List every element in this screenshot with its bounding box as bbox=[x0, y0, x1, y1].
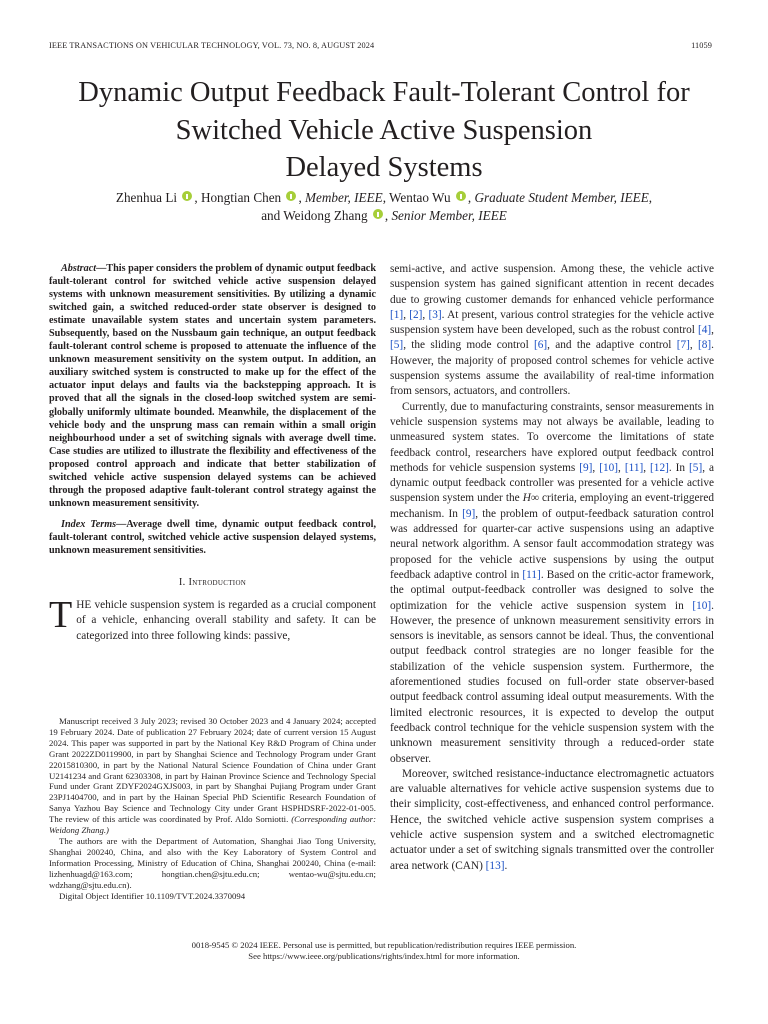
abstract-label: Abstract bbox=[61, 263, 97, 274]
abstract bbox=[49, 262, 376, 510]
citation-link[interactable]: [5] bbox=[390, 339, 404, 352]
section-number: I. bbox=[178, 577, 186, 589]
citation-link[interactable]: [6] bbox=[533, 339, 548, 352]
affiliation-note: The authors are with the Department of Automation, Shanghai Jiao Tong University, Shanghai 200240, China, and also with the Key Laboratory of System Control and Information Processing, Ministry of Education of China, Shanghai 200240, China (e-mail: lizhenhuagd@163.com; hongtian.chen@sjtu.edu.cn; wentao-wu@sjtu.edu.cn; wdzhang@sjtu.edu.cn). bbox=[49, 835, 376, 890]
permissions-link[interactable]: See https://www.ieee.org/publications/rights/index.html for more information. bbox=[248, 951, 520, 961]
author-role: Senior Member, IEEE bbox=[391, 208, 507, 223]
first-page-footnote bbox=[49, 716, 376, 901]
citation-link[interactable]: [7] bbox=[676, 339, 690, 352]
citation-link[interactable]: [11] bbox=[522, 568, 541, 581]
index-terms-label: Index Terms bbox=[61, 518, 117, 530]
doi-note: Digital Object Identifier 10.1109/TVT.2024.3370094 bbox=[59, 890, 246, 901]
left-column bbox=[49, 262, 376, 644]
section-heading bbox=[49, 577, 376, 588]
manuscript-note: Manuscript received 3 July 2023; revised 30 October 2023 and 4 January 2024; accepted 19 February 2024. Date of publication 27 February 2024; date of current version 15 August 2024. This paper was supported in part by the National Key R&D Program of China under Grant 2022ZD0119900, in part by Shanghai Science and Technology Program under Grant 22015810300, in part by the National Natural Science Foundation of China under Grant U2141234 and Grant 62303308, in part by Hainan Province Science and Technology Special Fund under Grant ZDYF2024GXJS003, in part by Shanghai Pujiang Program under Grant 23PJ1404700, and in part by the Hainan Special PhD Scientific Research Foundation of Sanya Yazhou Bay Science and Technology City under Grant HSPHDSRF-2022-01-005. The review of this article was coordinated by Prof. Aldo Sorniotti. (Corresponding author: Weidong Zhang.) bbox=[49, 716, 376, 836]
orcid-icon[interactable] bbox=[286, 191, 296, 201]
index-terms-text: —Average dwell time, dynamic output feedback control, fault-tolerant control, switched vehicle active suspension delayed systems, unknown measurement sensitivities. bbox=[49, 518, 376, 556]
citation-link[interactable]: [4] bbox=[697, 324, 712, 337]
page-number: 11059 bbox=[691, 41, 712, 50]
title-line: Delayed Systems bbox=[285, 152, 483, 183]
citation-link[interactable]: [9] bbox=[579, 461, 593, 474]
orcid-icon[interactable] bbox=[456, 191, 466, 201]
citation-link[interactable]: [8] bbox=[697, 339, 712, 352]
intro-paragraph bbox=[49, 594, 376, 644]
title-line: Switched Vehicle Active Suspension bbox=[175, 114, 593, 146]
author-name: Hongtian Chen bbox=[200, 190, 282, 205]
citation-link[interactable]: [1] bbox=[390, 308, 404, 321]
author-name: Wentao Wu bbox=[389, 190, 451, 205]
body-paragraph: semi-active, and active suspension. Among these, the vehicle active suspension system has gained significant attention in recent decades due to growing customer demands for enhanced vehicle performance [1], [2], [3]. At present, various control strategies for the vehicle active suspension system have been developed, such as the robust control [4], [5], the sliding mode control [6], and the adaptive control [7], [8]. However, the majority of proposed control schemes for vehicle active suspension systems assume the availability of real-time information from sensors, actuators, and controllers. bbox=[390, 263, 714, 398]
abstract-text: —This paper considers the problem of dynamic output feedback fault-tolerant control for switched vehicle active suspension delayed systems with unknown measurement sensitivities. By utilizing a dynamic switched gain, a switched reduced-order state observer is designed to estimate unavailable system states and uncertain system parameters. Subsequently, based on the Nussbaum gain technique, an output feedback fault-tolerant control scheme is proposed to attenuate the influence of the unknown measurement sensitivity on the system output. In addition, an auxiliary switched system is constructed to make up for the effect of the actuator input delays and faults via the backstepping approach. It is proved that all the signals in the closed-loop switched system are semi-globally uniformly ultimate bounded. Meanwhile, the displacement of the vehicle body and the unsprung mass can remain within a small origin neighbourhood under a set of switching signals with average dwell time. Case studies are utilized to illustrate the flexibility and effectiveness of the proposed control approach and indicate that better stabilization of switched vehicle active suspension delayed systems can be achieved through the proposed adaptive fault-tolerant control strategy against the unknown measurement sensitivity. bbox=[49, 263, 376, 509]
running-header bbox=[49, 41, 712, 53]
right-column bbox=[390, 262, 714, 874]
body-paragraph: Moreover, switched resistance-inductance electromagnetic actuators are valuable alternatives for vehicle active suspension systems due to their simplicity, cost-effectiveness, and enhanced control performance. Hence, the switched vehicle active suspension system comprises a vehicle active suspension system and a switched electromagnetic actuator under a set of switching signals transmitted over the controller area network (CAN) [13]. bbox=[390, 767, 714, 872]
citation-link[interactable]: [12] bbox=[650, 461, 669, 474]
body-paragraph: Currently, due to manufacturing constraints, sensor measurements in vehicle suspension systems may not always be available, leading to unmeasured system states. To overcome the limitations of state feedback control, researchers have explored output feedback control methods for vehicle suspension systems [9], [10], [11], [12]. In [5], a dynamic output feedback controller was presented for a vehicle active suspension system under the H∞ criteria, employing an event-triggered mechanism. In [9], the problem of output-feedback saturation control was addressed for quarter-car active suspensions using an adaptive neural network algorithm. A sensor fault accommodation strategy was proposed for the vehicle active suspensions by using the output feedback adaptive control in [11]. Based on the critic-actor framework, the optimal output-feedback controller was designed to solve the optimization for the vehicle active suspension system in [10]. However, the presence of unknown measurement sensitivity errors in sensors is inevitable, as sensors cannot be ideal. Thus, the conventional output feedback control strategies are no longer feasible for the stabilization of the vehicle suspension system. Furthermore, the aforementioned studies focused on full-order state observer-based output feedback control assuming ideal output measurements. With the limited electronic resources, it is expected to develop the output feedback control technique for the vehicle suspension system with the unknown measurement sensitivity through a reduced-order state observer. bbox=[390, 400, 715, 765]
citation-link[interactable]: [2] bbox=[409, 308, 423, 321]
title-line: Dynamic Output Feedback Fault-Tolerant Control for bbox=[78, 77, 690, 108]
paper-title bbox=[30, 74, 738, 187]
orcid-icon[interactable] bbox=[373, 209, 383, 219]
orcid-icon[interactable] bbox=[182, 191, 192, 201]
citation-link[interactable]: [3] bbox=[428, 308, 442, 321]
citation-link[interactable]: [10] bbox=[599, 461, 619, 474]
index-terms bbox=[49, 518, 376, 557]
citation-link[interactable]: [10] bbox=[692, 599, 712, 612]
author-role: Member, IEEE bbox=[305, 190, 383, 205]
author-role: Graduate Student Member, IEEE bbox=[474, 190, 649, 205]
citation-link[interactable]: [9] bbox=[462, 507, 476, 520]
math-symbol: H∞ bbox=[522, 492, 539, 505]
corresponding-author: (Corresponding author: Weidong Zhang.) bbox=[49, 814, 376, 836]
journal-name: IEEE TRANSACTIONS ON VEHICULAR TECHNOLOGY, VOL. 73, NO. 8, AUGUST 2024 bbox=[49, 41, 375, 50]
citation-link[interactable]: [11] bbox=[624, 461, 644, 474]
copyright-footer bbox=[30, 940, 738, 962]
copyright-line: 0018-9545 © 2024 IEEE. Personal use is permitted, but republication/redistribution requires IEEE permission. bbox=[191, 940, 577, 950]
section-title: Introduction bbox=[188, 577, 247, 589]
intro-text: HE vehicle suspension system is regarded as a crucial component of a vehicle, enhancing overall stability and safety. It can be categorized into three following kinds: passive, bbox=[76, 599, 376, 642]
author-name: and Weidong Zhang bbox=[261, 208, 368, 223]
citation-link[interactable]: [13] bbox=[485, 859, 505, 872]
drop-cap: T bbox=[49, 594, 73, 637]
author-list: Zhenhua Li , Hongtian Chen , Member, IEEE, Wentao Wu , Graduate Student Member, IEEE, and Weidong Zhang , Senior Member, IEEE bbox=[115, 190, 653, 223]
author-name: Zhenhua Li bbox=[115, 190, 178, 205]
citation-link[interactable]: [5] bbox=[689, 461, 703, 474]
